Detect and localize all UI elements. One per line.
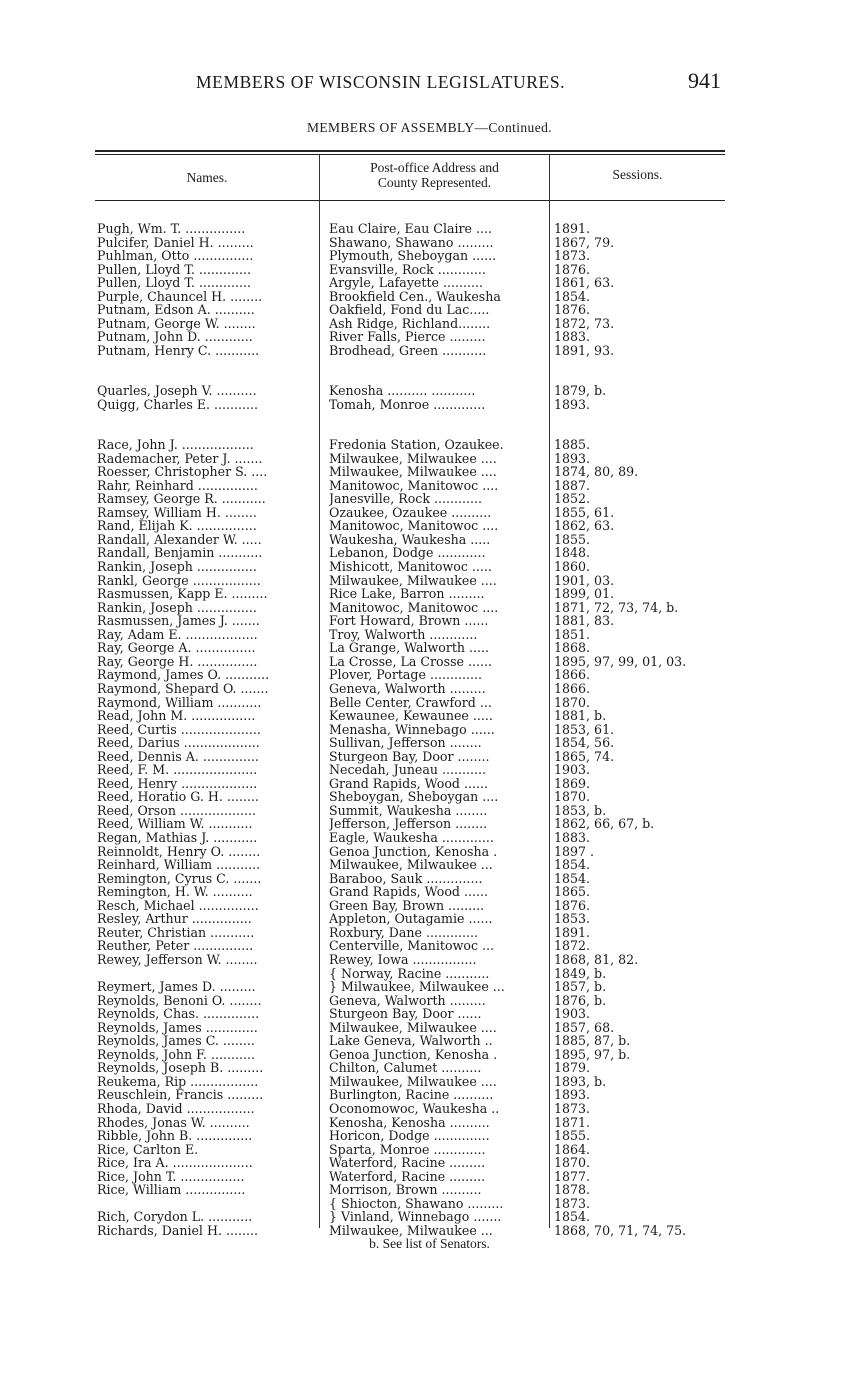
member-address: Kewaunee, Kewaunee ..... — [329, 709, 493, 723]
table-row — [0, 1129, 859, 1143]
table-row — [0, 452, 859, 466]
member-address: Sheboygan, Sheboygan .... — [329, 790, 499, 805]
member-name: Ramsey, William H. ........ — [97, 505, 257, 520]
member-name: Reed, Darius ................... — [97, 736, 260, 751]
column-header-sessions: Sessions. — [612, 167, 663, 182]
member-sessions: 1853. — [554, 912, 591, 927]
table-row — [0, 519, 859, 533]
column-header-address-line2: County Represented. — [377, 175, 492, 190]
table-row — [0, 533, 859, 547]
member-name: Pulcifer, Daniel H. ......... — [97, 235, 254, 250]
member-address: Kenosha, Kenosha .......... — [329, 1115, 490, 1130]
table-row — [0, 804, 859, 818]
member-name: Ramsey, George R. ........... — [97, 492, 266, 507]
member-address: Genoa Junction, Kenosha . — [329, 1047, 498, 1062]
member-sessions: 1893. — [554, 1088, 591, 1103]
member-name: Rankin, Joseph ............... — [97, 600, 257, 615]
member-name: Ray, Adam E. .................. — [97, 627, 258, 642]
table-row — [0, 330, 859, 344]
member-sessions: 1876. — [554, 898, 591, 913]
member-name: Reuschlein, Francis ......... — [97, 1088, 264, 1103]
member-address: Horicon, Dodge .............. — [329, 1129, 490, 1144]
member-sessions: 1873. — [554, 1102, 591, 1116]
member-sessions: 1897 . — [554, 844, 595, 859]
member-sessions: 1893. — [554, 397, 591, 412]
member-sessions: 1876, b. — [554, 993, 607, 1008]
member-address: Rice Lake, Barron ......... — [329, 587, 485, 601]
table-row — [0, 939, 859, 953]
member-address: Necedah, Juneau ........... — [329, 763, 487, 778]
member-sessions: 1867, 79. — [554, 235, 615, 250]
member-address: Troy, Walworth ............ — [329, 627, 478, 642]
member-address: Ash Ridge, Richland........ — [329, 316, 491, 331]
member-name: Raymond, James O. ........... — [97, 668, 270, 683]
member-address: Centerville, Manitowoc ... — [329, 939, 495, 954]
table-row — [0, 1075, 859, 1089]
member-sessions: 1853, 61. — [554, 722, 615, 737]
member-sessions: 1903. — [554, 1007, 591, 1022]
member-sessions: 1879, b. — [554, 384, 607, 398]
table-row — [0, 506, 859, 520]
member-name: Putnam, John D. ............ — [97, 330, 253, 345]
table-row — [0, 1088, 859, 1102]
member-name: Reinhard, William ........... — [97, 858, 261, 872]
table-row — [0, 831, 859, 845]
member-address: Genoa Junction, Kenosha . — [329, 844, 498, 859]
member-address: Fredonia Station, Ozaukee. — [329, 438, 504, 452]
member-sessions: 1854. — [554, 871, 591, 886]
member-address: Brodhead, Green ........... — [329, 343, 487, 358]
member-name: Reed, Curtis .................... — [97, 722, 261, 737]
member-sessions: 1871. — [554, 1115, 591, 1130]
member-address: Rewey, Iowa ................ — [329, 952, 477, 967]
table-row — [0, 980, 859, 994]
member-sessions: 1874, 80, 89. — [554, 465, 639, 480]
member-name: Reed, Horatio G. H. ........ — [97, 790, 259, 805]
member-sessions: 1873. — [554, 249, 591, 264]
member-address: River Falls, Pierce ......... — [329, 330, 486, 345]
member-name: Rice, Ira A. .................... — [97, 1156, 253, 1171]
table-row — [0, 709, 859, 723]
member-address: Sturgeon Bay, Door ........ — [329, 749, 490, 764]
member-name: Reynolds, James ............. — [97, 1020, 258, 1035]
member-sessions: 1881, 83. — [554, 614, 615, 629]
member-sessions: 1862, 63. — [554, 519, 615, 534]
table-row — [0, 668, 859, 682]
running-title: MEMBERS OF WISCONSIN LEGISLATURES. — [196, 72, 566, 92]
member-sessions: 1864. — [554, 1142, 591, 1157]
table-row — [0, 479, 859, 493]
member-name: Reynolds, Benoni O. ........ — [97, 993, 262, 1008]
member-address: Sullivan, Jefferson ........ — [329, 736, 482, 751]
table-row — [0, 249, 859, 263]
member-name: Reynolds, James C. ........ — [97, 1034, 255, 1049]
member-sessions: 1895, 97, 99, 01, 03. — [554, 654, 687, 669]
member-address: Green Bay, Brown ......... — [329, 898, 485, 913]
member-name: Rice, Carlton E. — [97, 1142, 199, 1157]
table-top-rule-thin — [95, 154, 725, 155]
member-sessions: 1870. — [554, 695, 591, 710]
member-sessions: 1855, 61. — [554, 505, 615, 520]
member-address: Grand Rapids, Wood ...... — [329, 776, 489, 791]
table-row — [0, 899, 859, 913]
member-sessions: 1879. — [554, 1061, 591, 1076]
member-address: Milwaukee, Milwaukee .... — [329, 465, 497, 480]
member-name: Reukema, Rip ................. — [97, 1074, 259, 1089]
table-row — [0, 845, 859, 859]
member-sessions: 1866. — [554, 668, 591, 683]
member-sessions: 1872, 73. — [554, 316, 615, 331]
member-sessions: 1866. — [554, 681, 591, 696]
table-header-rule — [95, 200, 725, 201]
member-sessions: 1854. — [554, 858, 591, 872]
table-top-rule — [95, 150, 725, 152]
member-sessions: 1883. — [554, 831, 591, 845]
member-name: Rasmussen, Kapp E. ......... — [97, 587, 268, 601]
column-header-address-line1: Post-office Address and — [370, 160, 499, 175]
member-address: Evansville, Rock ............ — [329, 262, 486, 277]
member-name: Reynolds, John F. ........... — [97, 1047, 255, 1062]
member-address: Milwaukee, Milwaukee .... — [329, 451, 497, 466]
table-row — [0, 967, 859, 981]
table-row — [0, 926, 859, 940]
footnote: b. See list of Senators. — [369, 1236, 490, 1251]
table-row — [0, 344, 859, 358]
member-sessions: 1891, 93. — [554, 343, 615, 358]
member-address: Plover, Portage ............. — [329, 668, 482, 683]
member-sessions: 1854. — [554, 1210, 591, 1225]
member-sessions: 1868, 81, 82. — [554, 952, 639, 967]
member-address: { Norway, Racine ........... — [329, 966, 490, 981]
member-address: Chilton, Calumet .......... — [329, 1061, 482, 1076]
member-address: { Shiocton, Shawano ......... — [329, 1196, 504, 1211]
table-row — [0, 1021, 859, 1035]
member-sessions: 1872. — [554, 939, 591, 954]
table-row — [0, 1034, 859, 1048]
table-row — [0, 1061, 859, 1075]
member-sessions: 1855. — [554, 1129, 591, 1144]
table-row — [0, 763, 859, 777]
table-row — [0, 736, 859, 750]
member-name: Race, John J. .................. — [97, 438, 254, 452]
member-name: Reed, Dennis A. .............. — [97, 749, 259, 764]
table-row — [0, 1156, 859, 1170]
member-sessions: 1893. — [554, 451, 591, 466]
member-address: Milwaukee, Milwaukee .... — [329, 1074, 497, 1089]
table-row — [0, 276, 859, 290]
member-address: Eau Claire, Eau Claire .... — [329, 222, 492, 236]
member-name: Quigg, Charles E. ........... — [97, 397, 259, 412]
member-name: Remington, Cyrus C. ....... — [97, 871, 262, 886]
member-name: Read, John M. ................ — [97, 709, 256, 723]
member-sessions: 1848. — [554, 546, 591, 561]
member-name: Remington, H. W. .......... — [97, 885, 253, 900]
member-sessions: 1870. — [554, 790, 591, 805]
table-row — [0, 1197, 859, 1211]
member-name: Rahr, Reinhard ............... — [97, 478, 258, 493]
table-row — [0, 384, 859, 398]
member-sessions: 1901, 03. — [554, 573, 615, 588]
member-name: Rice, William ............... — [97, 1183, 246, 1198]
member-sessions: 1869. — [554, 776, 591, 791]
table-row — [0, 1007, 859, 1021]
member-sessions: 1895, 97, b. — [554, 1047, 631, 1062]
member-name: Quarles, Joseph V. .......... — [97, 384, 257, 398]
member-sessions: 1903. — [554, 763, 591, 778]
member-sessions: 1865. — [554, 885, 591, 900]
member-sessions: 1893, b. — [554, 1074, 607, 1089]
table-row — [0, 317, 859, 331]
member-name: Pugh, Wm. T. ............... — [97, 222, 246, 236]
table-row — [0, 994, 859, 1008]
member-sessions: 1857, 68. — [554, 1020, 615, 1035]
member-name: Ray, George H. ............... — [97, 654, 258, 669]
table-row — [0, 465, 859, 479]
member-address: Argyle, Lafayette .......... — [329, 276, 483, 291]
member-name: Putnam, Henry C. ........... — [97, 343, 260, 358]
member-address: Waterford, Racine ......... — [329, 1156, 486, 1171]
member-address: Manitowoc, Manitowoc .... — [329, 600, 499, 615]
member-sessions: 1881, b. — [554, 709, 607, 723]
member-address: Plymouth, Sheboygan ...... — [329, 249, 497, 264]
table-row — [0, 398, 859, 412]
table-row — [0, 560, 859, 574]
member-address: Menasha, Winnebago ...... — [329, 722, 495, 737]
page-number: 941 — [688, 68, 721, 93]
table-row — [0, 790, 859, 804]
member-sessions: 1870. — [554, 1156, 591, 1171]
member-address: Tomah, Monroe ............. — [329, 397, 486, 412]
member-name: Reuter, Christian ........... — [97, 925, 255, 940]
member-address: Milwaukee, Milwaukee ... — [329, 858, 493, 872]
member-address: Oakfield, Fond du Lac..... — [329, 303, 490, 318]
table-row — [0, 750, 859, 764]
member-sessions: 1891. — [554, 925, 591, 940]
member-name: Regan, Mathias J. ........... — [97, 831, 258, 845]
member-sessions: 1857, b. — [554, 980, 607, 994]
table-row — [0, 263, 859, 277]
member-address: } Vinland, Winnebago ....... — [329, 1210, 502, 1225]
member-name: Rich, Corydon L. ........... — [97, 1210, 253, 1225]
member-sessions: 1868, 70, 71, 74, 75. — [554, 1223, 687, 1238]
table-row — [0, 872, 859, 886]
member-sessions: 1854. — [554, 289, 591, 304]
table-row — [0, 696, 859, 710]
member-address: Appleton, Outagamie ...... — [329, 912, 493, 927]
member-name: Rademacher, Peter J. ....... — [97, 451, 263, 466]
member-sessions: 1899, 01. — [554, 587, 615, 601]
member-address: Geneva, Walworth ......... — [329, 993, 486, 1008]
member-sessions: 1871, 72, 73, 74, b. — [554, 600, 679, 615]
table-row — [0, 236, 859, 250]
member-sessions: 1878. — [554, 1183, 591, 1198]
member-address: Lake Geneva, Walworth .. — [329, 1034, 493, 1049]
member-address: Waterford, Racine ......... — [329, 1169, 486, 1184]
member-name: Reinnoldt, Henry O. ........ — [97, 844, 261, 859]
member-name: Rice, John T. ................ — [97, 1169, 245, 1184]
member-address: Belle Center, Crawford ... — [329, 695, 492, 710]
table-row — [0, 574, 859, 588]
page-header — [0, 68, 859, 102]
table-row — [0, 438, 859, 452]
member-name: Raymond, William ........... — [97, 695, 262, 710]
member-name: Ribble, John B. .............. — [97, 1129, 253, 1144]
table-row — [0, 492, 859, 506]
member-name: Rhoda, David ................. — [97, 1102, 255, 1116]
member-sessions: 1861, 63. — [554, 276, 615, 291]
member-name: Rand, Elijah K. ............... — [97, 519, 257, 534]
member-sessions: 1877. — [554, 1169, 591, 1184]
table-row — [0, 858, 859, 872]
table-row — [0, 222, 859, 236]
member-address: Shawano, Shawano ......... — [329, 235, 494, 250]
member-name: Randall, Benjamin ........... — [97, 546, 263, 561]
member-sessions: 1862, 66, 67, b. — [554, 817, 655, 832]
table-row — [0, 1143, 859, 1157]
member-sessions: 1891. — [554, 222, 591, 236]
table-row — [0, 1210, 859, 1224]
member-name: Resch, Michael ............... — [97, 898, 259, 913]
member-address: Milwaukee, Milwaukee ... — [329, 1223, 493, 1238]
member-name: Rewey, Jefferson W. ........ — [97, 952, 258, 967]
column-header-address — [320, 160, 549, 190]
member-address: Burlington, Racine .......... — [329, 1088, 494, 1103]
table-row — [0, 777, 859, 791]
member-address: Milwaukee, Milwaukee .... — [329, 573, 497, 588]
column-header-names: Names. — [186, 170, 228, 185]
member-address: Manitowoc, Manitowoc .... — [329, 519, 499, 534]
table-row — [0, 546, 859, 560]
member-sessions: 1852. — [554, 492, 591, 507]
member-sessions: 1876. — [554, 262, 591, 277]
member-sessions: 1885. — [554, 438, 591, 452]
member-address: Summit, Waukesha ........ — [329, 803, 488, 818]
member-name: Putnam, Edson A. .......... — [97, 303, 255, 318]
table-row — [0, 655, 859, 669]
member-sessions: 1849, b. — [554, 966, 607, 981]
member-address: Manitowoc, Manitowoc .... — [329, 478, 499, 493]
member-address: Sparta, Monroe ............. — [329, 1142, 486, 1157]
section-subtitle: MEMBERS OF ASSEMBLY—Continued. — [306, 120, 553, 135]
table-row — [0, 601, 859, 615]
member-address: Eagle, Waukesha ............. — [329, 831, 494, 845]
table-row — [0, 614, 859, 628]
table-row — [0, 1048, 859, 1062]
table-row — [0, 303, 859, 317]
member-address: Milwaukee, Milwaukee .... — [329, 1020, 497, 1035]
member-address: Kenosha .......... ........... — [329, 384, 476, 398]
member-name: Rankin, Joseph ............... — [97, 560, 257, 574]
member-name: Resley, Arthur ............... — [97, 912, 252, 927]
table-row — [0, 628, 859, 642]
member-sessions: 1887. — [554, 478, 591, 493]
member-sessions: 1865, 74. — [554, 749, 615, 764]
table-row — [0, 1170, 859, 1184]
member-name: Richards, Daniel H. ........ — [97, 1223, 258, 1238]
member-address: La Grange, Walworth ..... — [329, 641, 490, 656]
table-row — [0, 682, 859, 696]
member-address: } Milwaukee, Milwaukee ... — [329, 980, 505, 994]
member-address: Roxbury, Dane ............. — [329, 925, 479, 940]
member-address: Morrison, Brown .......... — [329, 1183, 482, 1198]
member-name: Putnam, George W. ........ — [97, 316, 256, 331]
table-row — [0, 912, 859, 926]
member-name: Reymert, James D. ......... — [97, 980, 256, 994]
member-address: La Crosse, La Crosse ...... — [329, 654, 493, 669]
member-address: Ozaukee, Ozaukee .......... — [329, 505, 492, 520]
member-sessions: 1883. — [554, 330, 591, 345]
member-name: Reed, William W. ........... — [97, 817, 253, 832]
table-row — [0, 1116, 859, 1130]
member-sessions: 1853, b. — [554, 803, 607, 818]
member-address: Mishicott, Manitowoc ..... — [329, 560, 492, 574]
member-address: Jefferson, Jefferson ........ — [329, 817, 488, 832]
member-name: Reed, F. M. ..................... — [97, 763, 258, 778]
member-name: Pullen, Lloyd T. ............. — [97, 276, 251, 291]
member-sessions: 1876. — [554, 303, 591, 318]
member-address: Baraboo, Sauk .............. — [329, 871, 483, 886]
member-name: Reynolds, Joseph B. ......... — [97, 1061, 264, 1076]
member-address: Lebanon, Dodge ............ — [329, 546, 486, 561]
member-name: Purple, Chauncel H. ........ — [97, 289, 263, 304]
member-name: Puhlman, Otto ............... — [97, 249, 254, 264]
table-row — [0, 1102, 859, 1116]
member-sessions: 1851. — [554, 627, 591, 642]
member-sessions: 1855. — [554, 532, 591, 547]
member-name: Reed, Orson ................... — [97, 803, 257, 818]
table-row — [0, 641, 859, 655]
table-row — [0, 817, 859, 831]
table-row — [0, 290, 859, 304]
member-name: Reynolds, Chas. .............. — [97, 1007, 260, 1022]
member-name: Rhodes, Jonas W. .......... — [97, 1115, 250, 1130]
member-name: Rasmussen, James J. ....... — [97, 614, 260, 629]
member-address: Waukesha, Waukesha ..... — [329, 532, 491, 547]
member-address: Fort Howard, Brown ...... — [329, 614, 489, 629]
member-name: Reuther, Peter ............... — [97, 939, 254, 954]
member-name: Raymond, Shepard O. ....... — [97, 681, 269, 696]
member-address: Brookfield Cen., Waukesha — [329, 289, 501, 304]
table-row — [0, 953, 859, 967]
table-row — [0, 723, 859, 737]
member-name: Roesser, Christopher S. .... — [97, 465, 268, 480]
member-address: Sturgeon Bay, Door ...... — [329, 1007, 482, 1022]
member-name: Rankl, George ................. — [97, 573, 261, 588]
table-row — [0, 587, 859, 601]
member-name: Pullen, Lloyd T. ............. — [97, 262, 251, 277]
member-sessions: 1854, 56. — [554, 736, 615, 751]
table-row — [0, 885, 859, 899]
member-address: Janesville, Rock ............ — [329, 492, 483, 507]
member-sessions: 1873. — [554, 1196, 591, 1211]
member-sessions: 1868. — [554, 641, 591, 656]
member-name: Reed, Henry ................... — [97, 776, 258, 791]
member-name: Ray, George A. ............... — [97, 641, 256, 656]
table-row — [0, 1183, 859, 1197]
member-address: Grand Rapids, Wood ...... — [329, 885, 489, 900]
member-sessions: 1860. — [554, 560, 591, 574]
member-address: Geneva, Walworth ......... — [329, 681, 486, 696]
member-name: Randall, Alexander W. ..... — [97, 532, 262, 547]
member-address: Oconomowoc, Waukesha .. — [329, 1102, 500, 1116]
member-sessions: 1885, 87, b. — [554, 1034, 631, 1049]
